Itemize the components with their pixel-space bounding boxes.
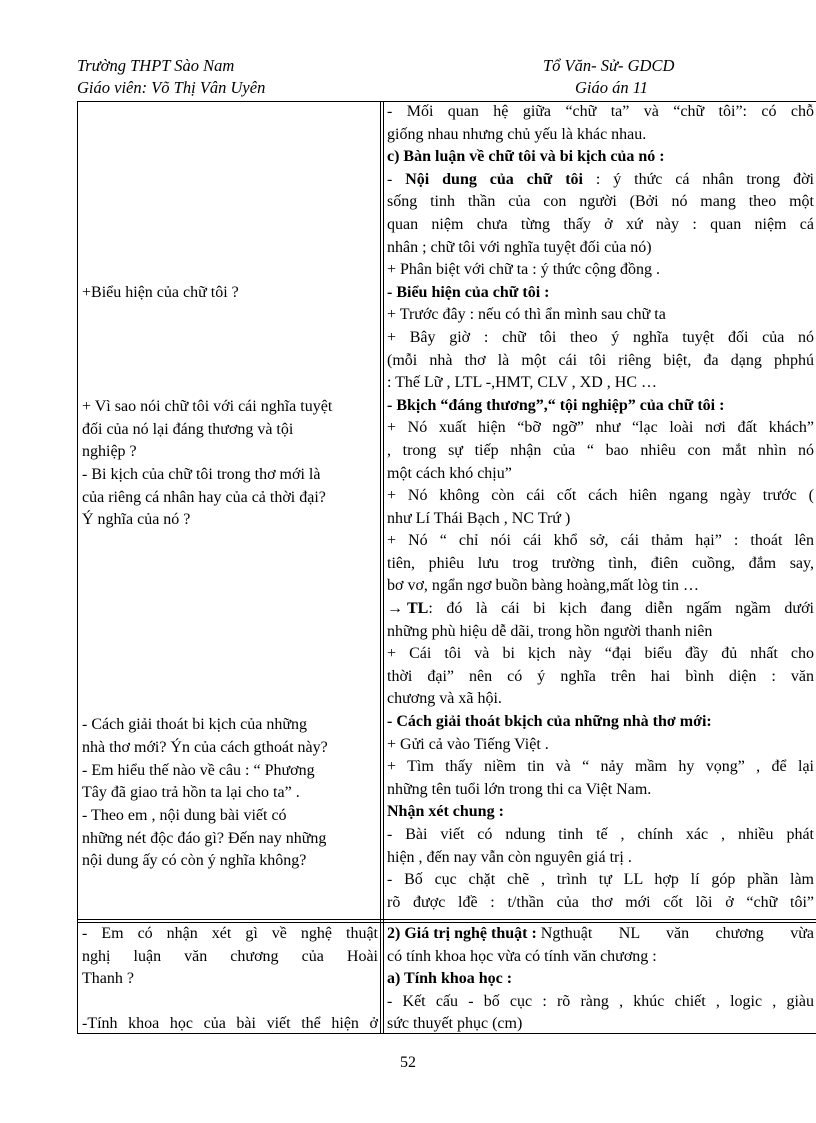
arrow-icon: → xyxy=(387,600,403,618)
question-line xyxy=(82,991,378,1014)
answer-line: có tính khoa học vừa có tính văn chương : xyxy=(387,947,657,965)
answer-line: quan niệm chưa từng thấy ở xứ này : quan niệm cá xyxy=(387,215,814,233)
answer-column xyxy=(387,101,814,914)
section-heading-bold: 2) Giá trị nghệ thuật : xyxy=(387,925,537,942)
table-row xyxy=(77,922,816,1033)
answer-line: + Phân biệt với chữ ta : ý thức cộng đồng . xyxy=(387,261,661,279)
answer-line: - Bài viết có ndung tinh tế , chính xác , nhiều phát xyxy=(387,826,814,843)
answer-line: sống tinh thần của con người (Bởi nó mang theo một xyxy=(387,193,814,211)
subheading: - Bkịch “đáng thương”,“ tội nghiệp” của chữ tôi : xyxy=(387,396,725,414)
answer-line-text: TL: đó là cái bi kịch đang diễn ngấm ngầm dưới xyxy=(407,600,814,618)
page-number: 52 xyxy=(400,1054,416,1071)
table-row xyxy=(77,101,816,919)
answer-line: tiên, phiêu lưu trog trường tình, điên cuồng, đắm say, xyxy=(387,554,814,572)
section-heading: c) Bàn luận về chữ tôi và bi kịch của nó : xyxy=(387,148,665,166)
answer-line: - Kết cấu - bố cục : rõ ràng , khúc chiết , logic , giàu xyxy=(387,992,814,1010)
answer-line: sức thuyết phục (cm) xyxy=(387,1015,523,1033)
answer-line: (mỗi nhà thơ là một cái tôi riêng biệt, đa dạng phphú xyxy=(387,351,814,369)
header-teacher: Giáo viên: Võ Thị Vân Uyên xyxy=(77,78,266,97)
answer-line: - Bố cục chặt chẽ , trình tự LL hợp lí góp phần làm xyxy=(387,871,814,889)
answer-line: - Mối quan hệ giữa “chữ ta” và “chữ tôi”: có chỗ xyxy=(387,103,814,120)
question-line: Thanh ? xyxy=(82,970,134,988)
answer-line: + Cái tôi và bi kịch này “đại biểu đầy đủ nhất cho xyxy=(387,645,814,663)
answer-line: rõ được lđề : t/thần của thơ mới cốt lõi ở “chữ tôi” xyxy=(387,893,814,911)
subheading: Nhận xét chung : xyxy=(387,803,504,821)
answer-line: + Tìm thấy niềm tin và “ nảy mầm hy vọng” , để lại xyxy=(387,758,814,776)
answer-line: : Thế Lữ , LTL -,HMT, CLV , XD , HC … xyxy=(387,374,658,392)
answer-line: hiện , đến nay vẫn còn nguyên giá trị . xyxy=(387,848,632,866)
question-line: - Em có nhận xét gì về nghệ thuật xyxy=(82,925,378,942)
question-column xyxy=(82,923,378,1036)
section-heading-text: Ngthuật NL văn chương vừa xyxy=(540,925,814,942)
answer-line: - Nội dung của chữ tôi : ý thức cá nhân trong đời xyxy=(387,170,814,188)
answer-line: chương và xã hội. xyxy=(387,690,502,708)
answer-line: + Nó “ chỉ nói cái khổ sở, cái thảm hại” : thoát lên xyxy=(387,532,814,550)
question-line: + Vì sao nói chữ tôi với cái nghĩa tuyệt xyxy=(82,398,333,415)
answer-column xyxy=(387,923,814,1036)
answer-line: + Nó không còn cái cốt cách hiên ngang ngày trước ( xyxy=(387,487,814,505)
answer-line: + Bây giờ : chữ tôi theo ý nghĩa tuyệt đối của nó xyxy=(387,328,814,346)
question-line: -Tính khoa học của bài viết thể hiện ở xyxy=(82,1015,378,1033)
answer-line: + Gửi cả vào Tiếng Việt . xyxy=(387,735,549,753)
question-line: Tây đã giao trả hồn ta lại cho ta” . xyxy=(82,784,300,801)
answer-line: nhân ; chữ tôi với nghĩa tuyệt đối của nó) xyxy=(387,238,652,256)
question-line: - Cách giải thoát bi kịch của những xyxy=(82,716,308,733)
answer-line: những tên tuổi lớn trong thi ca Việt Nam. xyxy=(387,780,652,798)
question-line: Ý nghĩa của nó ? xyxy=(82,511,191,528)
answer-line: như Lí Thái Bạch , NC Trứ ) xyxy=(387,509,571,527)
answer-line: giống nhau nhưng chủ yếu là khác nhau. xyxy=(387,125,647,143)
section-heading xyxy=(387,923,814,946)
question-line: nội dung ấy có còn ý nghĩa không? xyxy=(82,852,307,869)
subheading: a) Tính khoa học : xyxy=(387,970,513,988)
subheading: - Biểu hiện của chữ tôi : xyxy=(387,283,550,301)
question-line: - Theo em , nội dung bài viết có xyxy=(82,807,287,824)
answer-line: + Trước đây : nếu có thì ẩn mình sau chữ ta xyxy=(387,306,666,324)
header-department: Tổ Văn- Sử- GDCD xyxy=(543,56,675,75)
answer-line: , trong sự tiếp nhận của “ bao nhiêu con mắt nhìn nó xyxy=(387,441,814,459)
question-line: đối của nó lại đáng thương và tội xyxy=(82,421,294,438)
question-line: của riêng cá nhân hay của cả thời đại? xyxy=(82,489,326,506)
header-lesson-plan: Giáo án 11 xyxy=(575,78,649,97)
answer-line: những phù hiệu dễ dãi, trong hồn người thanh niên xyxy=(387,622,713,640)
table-row-divider xyxy=(77,919,816,920)
answer-line: một cách khó chịu” xyxy=(387,464,512,482)
answer-line: thời đại” nên có ý nghĩa trên hai bình diện : văn xyxy=(387,667,814,685)
question-line: nhà thơ mới? Ýn của cách gthoát này? xyxy=(82,739,328,756)
answer-line: bơ vơ, ngẩn ngơ buồn bàng hoàng,mất lòg tin … xyxy=(387,577,700,595)
question-line: nghiệp ? xyxy=(82,443,137,460)
question-line: - Em hiểu thế nào về câu : “ Phương xyxy=(82,762,315,779)
subheading: - Cách giải thoát bkịch của những nhà thơ mới: xyxy=(387,713,712,731)
answer-line xyxy=(387,598,814,621)
question-line: nghị luận văn chương của Hoài xyxy=(82,947,378,965)
answer-line: + Nó xuất hiện “bỡ ngỡ” như “lạc loài nơi đất khách” xyxy=(387,419,814,437)
question-line: +Biểu hiện của chữ tôi ? xyxy=(82,284,239,301)
question-line: những nét độc đáo gì? Đến nay những xyxy=(82,830,327,847)
question-line: - Bi kịch của chữ tôi trong thơ mới là xyxy=(82,466,321,483)
header-school: Trường THPT Sào Nam xyxy=(77,56,235,75)
